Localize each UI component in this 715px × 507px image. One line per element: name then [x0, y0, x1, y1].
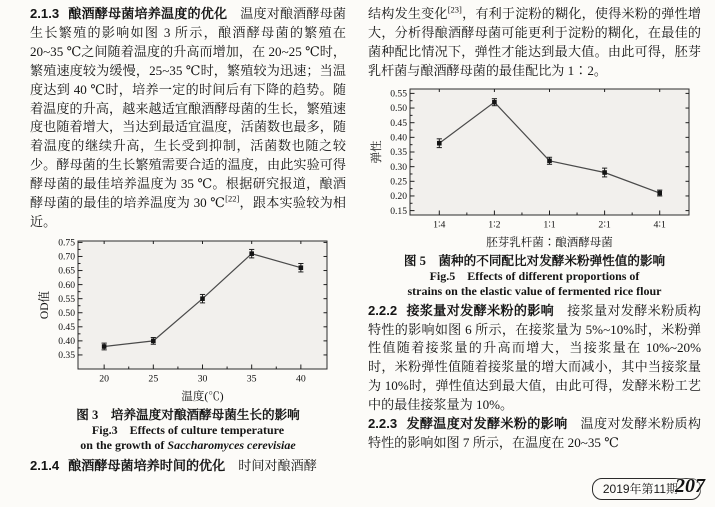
svg-text:0.70: 0.70 — [58, 251, 75, 263]
svg-text:4∶1: 4∶1 — [653, 219, 666, 231]
section-2-1-4-paragraph — [30, 457, 346, 476]
svg-text:1∶4: 1∶4 — [432, 219, 445, 231]
section-2-1-3-number: 2.1.3 — [30, 6, 60, 21]
section-2-1-4-body: 时间对酿酒酵 — [238, 457, 317, 473]
figure3-line-chart — [38, 234, 338, 404]
svg-text:温度(℃): 温度(℃) — [181, 390, 224, 403]
svg-text:0.65: 0.65 — [58, 265, 75, 277]
svg-text:20: 20 — [99, 373, 110, 385]
figure3-caption-cn: 图 3 培养温度对酿酒酵母菌生长的影响 — [76, 407, 300, 422]
section-2-2-2-body: 接浆量对发酵米粉质构特性的影响如图 6 所示，在接浆量为 5%~10%时，米粉弹性值随着接浆量的升高而增大，当接浆量在 10%~20%时，米粉弹性值随着接浆量的增大而减小，其中当接浆量为 10%时，弹性值达到最大值，由此可得，发酵米粉工艺中的最佳接浆量为 10%。 — [368, 302, 702, 413]
svg-text:0.55: 0.55 — [58, 293, 75, 305]
citation-ref-22: [22] — [225, 193, 240, 204]
section-2-1-4-number: 2.1.4 — [30, 457, 60, 473]
svg-text:1∶2: 1∶2 — [487, 219, 501, 231]
section-2-1-4-title: 酿酒酵母菌培养时间的优化 — [68, 457, 226, 473]
svg-text:0.40: 0.40 — [389, 132, 407, 144]
figure-5 — [368, 82, 701, 300]
svg-text:0.50: 0.50 — [58, 307, 75, 319]
svg-text:0.45: 0.45 — [58, 321, 75, 333]
section-2-1-3-body: 温度对酿酒酵母菌生长繁殖的影响如图 3 所示，酿酒酵母菌的繁殖在 20~35 ℃之间随着温度的升高而增加，在 20~25 ℃时，繁殖速度较为缓慢，25~35 ℃时，繁殖较为迅速；当温度达到 40 ℃时，培养一定的时间后有下降的趋势。随着温度的升高，越来越适宜酿酒酵母菌的生长，繁殖速度也随着增大，当达到最适宜温度，活菌数也最多，随着温度的继续升高，生长受到抑制，活菌数也随之较少。酵母菌的生长繁殖需要合适的温度，由此实验可得酵母菌的最佳培养温度为 35 ℃。根据研究报道，酿酒酵母菌的最佳的培养温度为 30 ℃ — [30, 6, 347, 211]
issue-badge: 2019年第11期 — [592, 478, 701, 500]
figure5-caption-cn: 图 5 菌种的不同配比对发酵米粉弹性值的影响 — [403, 253, 666, 268]
svg-text:0.60: 0.60 — [58, 279, 75, 291]
continuation-paragraph: 结构发生变化[23]，有利于淀粉的糊化，使得米粉的弹性增大，分析得酿酒酵母菌可能更利于淀粉的糊化，在最佳的菌种配比情况下，弹性才能达到最大值。由此可得，胚芽乳杆菌与酿酒酵母菌的最佳配比为 1∶2。 — [368, 4, 702, 78]
figure3-caption-en-line1: Fig.3 Effects of culture temperature — [91, 422, 285, 437]
svg-text:1∶1: 1∶1 — [542, 219, 556, 231]
svg-text:胚芽乳杆菌∶酿酒酵母菌: 胚芽乳杆菌∶酿酒酵母菌 — [485, 236, 613, 249]
svg-text:0.35: 0.35 — [58, 350, 75, 362]
right-column — [368, 5, 701, 453]
left-column — [30, 5, 346, 476]
svg-text:OD值: OD值 — [39, 290, 51, 319]
figure5-caption-en-line2: strains on the elastic value of fermented rice flour — [407, 284, 662, 299]
svg-text:0.50: 0.50 — [389, 102, 407, 114]
citation-ref-23: [23] — [447, 4, 462, 15]
svg-text:0.25: 0.25 — [389, 176, 407, 188]
section-2-2-3-title: 发酵温度对发酵米粉的影响 — [406, 416, 568, 432]
svg-text:0.40: 0.40 — [58, 335, 75, 347]
section-2-2-3-paragraph — [368, 415, 701, 453]
figure5-line-chart — [370, 82, 700, 250]
svg-text:弹性: 弹性 — [370, 140, 383, 164]
svg-text:2∶1: 2∶1 — [597, 219, 611, 231]
species-name: Saccharomyces cerevisiae — [167, 438, 296, 453]
section-2-2-2-number: 2.2.2 — [368, 302, 398, 318]
section-2-2-2-paragraph — [368, 302, 701, 415]
figure-3 — [30, 234, 346, 454]
svg-text:0.20: 0.20 — [389, 190, 407, 202]
svg-text:40: 40 — [295, 373, 306, 385]
svg-text:0.75: 0.75 — [58, 237, 75, 249]
svg-text:0.30: 0.30 — [389, 161, 407, 173]
svg-text:0.15: 0.15 — [389, 205, 407, 217]
section-2-1-3-title: 酿酒酵母菌培养温度的优化 — [68, 6, 228, 21]
section-2-2-2-title: 接浆量对发酵米粉的影响 — [406, 302, 555, 318]
svg-text:0.45: 0.45 — [389, 117, 407, 129]
section-2-2-3-number: 2.2.3 — [368, 416, 398, 432]
section-2-1-3-paragraph — [30, 5, 346, 232]
section-2-2-3-body: 温度对发酵米粉质构特性的影响如图 7 所示，在温度在 20~35 ℃ — [368, 416, 702, 450]
svg-text:0.55: 0.55 — [389, 88, 407, 100]
section-2-1-3-body-end: ，跟本实验较为相近。 — [30, 195, 346, 229]
svg-text:0.35: 0.35 — [389, 146, 407, 158]
svg-text:35: 35 — [246, 373, 257, 385]
figure5-caption-en-line1: Fig.5 Effects of different proportions of — [429, 268, 640, 283]
svg-text:30: 30 — [197, 373, 208, 385]
page-number: 207 — [675, 475, 705, 497]
figure3-caption-en-line2: on the growth of Saccharomyces cerevisiae — [80, 438, 296, 453]
svg-text:25: 25 — [148, 373, 159, 385]
page-footer — [592, 477, 705, 500]
